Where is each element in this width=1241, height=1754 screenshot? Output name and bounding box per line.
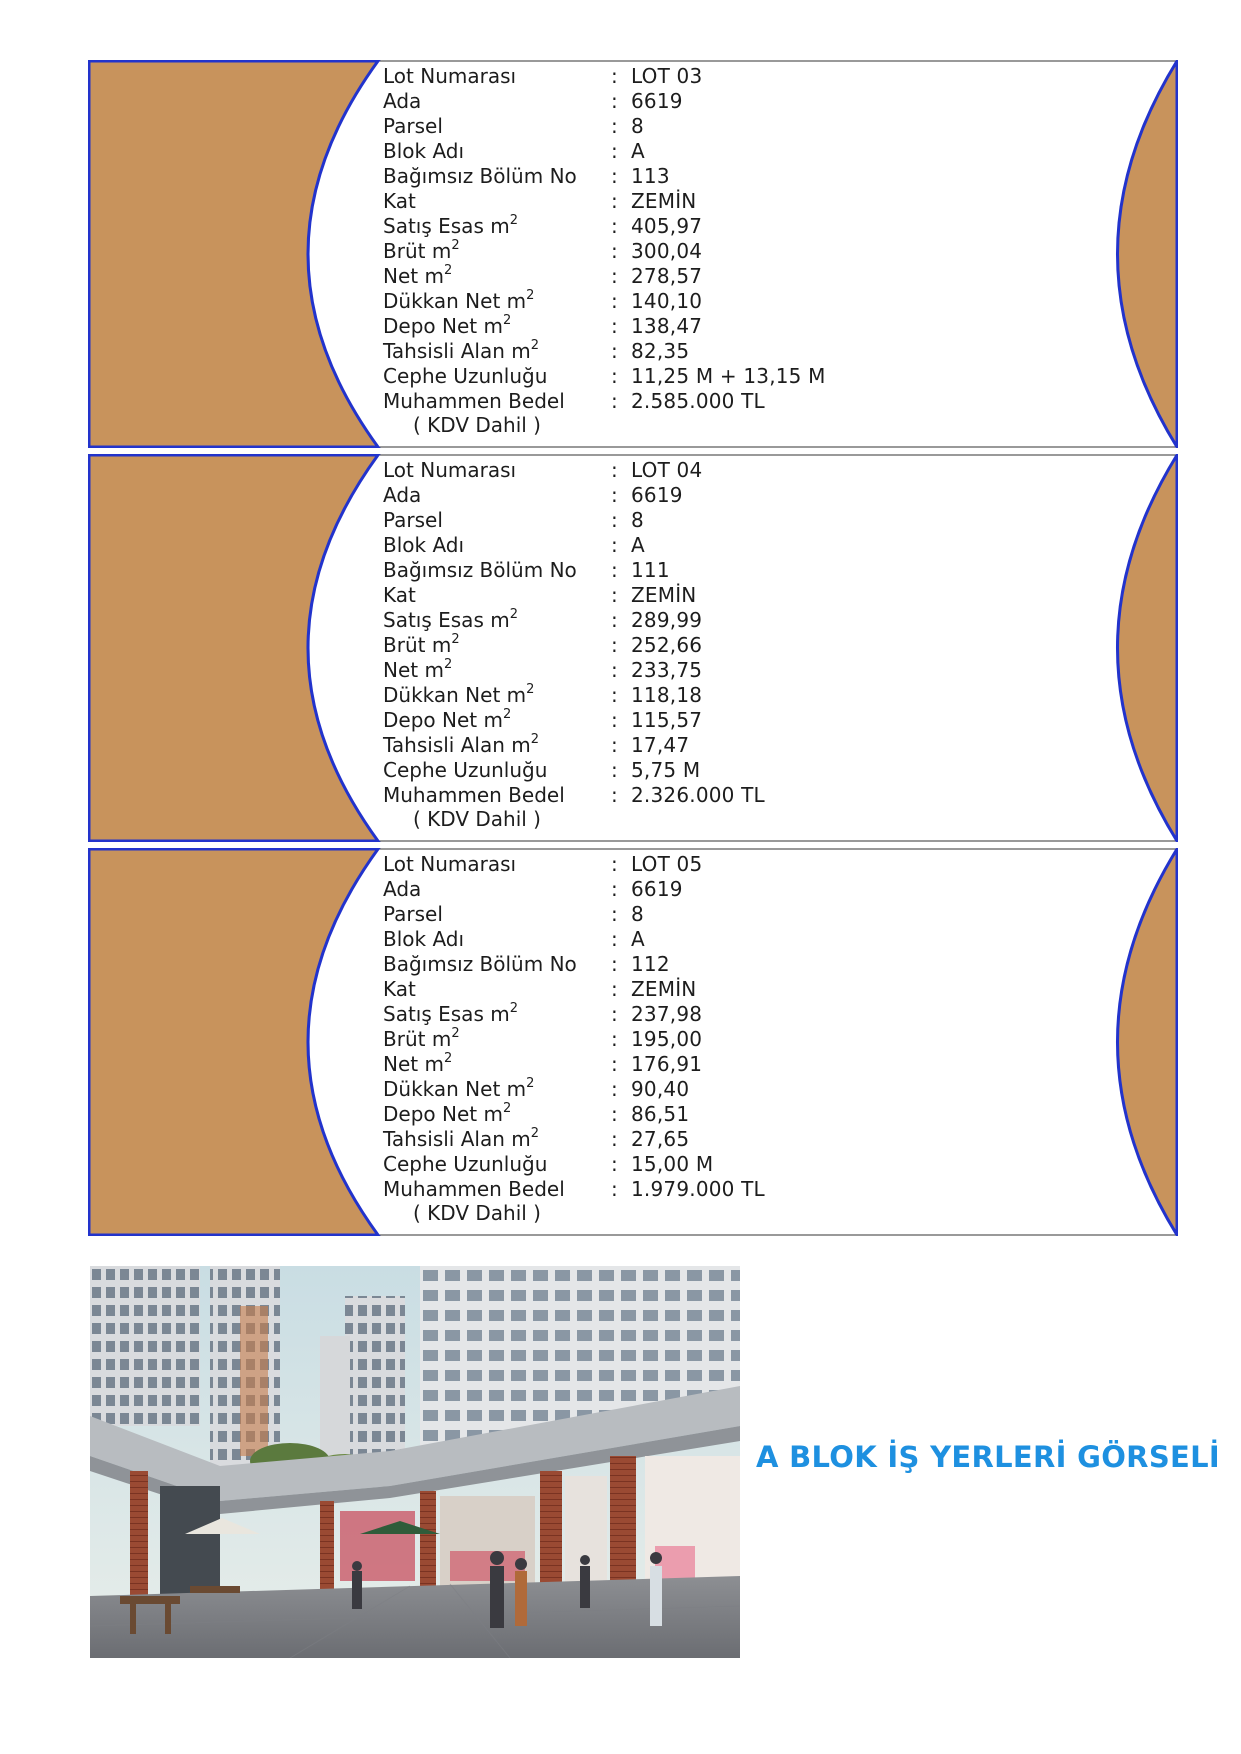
- row-label: Tahsisli Alan $m^2$: [383, 732, 539, 757]
- lot-row: Kat : ZEMİN: [383, 189, 697, 213]
- lot-row: Net $m^2$ : 176,91: [383, 1051, 703, 1076]
- row-value: 138,47: [631, 314, 703, 338]
- row-label: Depo Net $m^2$: [383, 1101, 512, 1126]
- lot-row: Kat : ZEMİN: [383, 977, 697, 1001]
- row-value: 405,97: [631, 214, 703, 238]
- image-caption: A BLOK İŞ YERLERİ GÖRSELİ: [756, 1440, 1220, 1474]
- row-value: 289,99: [631, 608, 703, 632]
- row-value: 1.979.000 TL: [631, 1177, 765, 1201]
- lot-row: Lot Numarası : LOT 05: [383, 852, 703, 876]
- row-value: 86,51: [631, 1102, 690, 1126]
- row-label: Lot Numarası: [383, 852, 517, 876]
- row-label: Depo Net $m^2$: [383, 313, 512, 338]
- row-value: 237,98: [631, 1002, 703, 1026]
- row-label: Depo Net $m^2$: [383, 707, 512, 732]
- lot-row: Bağımsız Bölüm No : 112: [383, 952, 670, 976]
- row-value: 11,25 M + 13,15 M: [631, 364, 826, 388]
- lot-row: Depo Net $m^2$ : 138,47: [383, 313, 703, 338]
- lot-row: Net $m^2$ : 233,75: [383, 657, 703, 682]
- row-value: ZEMİN: [631, 189, 697, 213]
- row-label: Muhammen Bedel: [383, 1177, 565, 1201]
- row-value: LOT 03: [631, 64, 703, 88]
- row-value: 111: [631, 558, 670, 582]
- lot-row: Cephe Uzunluğu : 11,25 M + 13,15 M: [383, 364, 826, 388]
- lot-row: Blok Adı : A: [383, 139, 645, 163]
- row-value: 112: [631, 952, 670, 976]
- row-value: 5,75 M: [631, 758, 701, 782]
- lot-row: Net $m^2$ : 278,57: [383, 263, 703, 288]
- row-value: 6619: [631, 483, 683, 507]
- row-value: LOT 04: [631, 458, 703, 482]
- row-label: Brüt $m^2$: [383, 632, 460, 657]
- row-label: Cephe Uzunluğu: [383, 1152, 548, 1176]
- row-value: 118,18: [631, 683, 703, 707]
- lot-details: [383, 852, 765, 1226]
- lot-card: [88, 848, 1178, 1236]
- row-label: Dükkan Net $m^2$: [383, 682, 535, 707]
- lot-row: Ada : 6619: [383, 483, 683, 507]
- lot-row: Dükkan Net $m^2$ : 90,40: [383, 1076, 690, 1101]
- lot-row: Ada : 6619: [383, 89, 683, 113]
- row-value: 6619: [631, 89, 683, 113]
- row-label: Brüt $m^2$: [383, 238, 460, 263]
- lot-row: Depo Net $m^2$ : 86,51: [383, 1101, 690, 1126]
- row-value: A: [631, 139, 645, 163]
- row-value: 15,00 M: [631, 1152, 714, 1176]
- lot-row: Tahsisli Alan $m^2$ : 27,65: [383, 1126, 690, 1151]
- lot-row: Blok Adı : A: [383, 927, 645, 951]
- lot-row: Brüt $m^2$ : 252,66: [383, 632, 703, 657]
- lot-row: Dükkan Net $m^2$ : 118,18: [383, 682, 703, 707]
- row-label: Satış Esas $m^2$: [383, 1001, 518, 1026]
- lot-row: Satış Esas $m^2$ : 289,99: [383, 607, 703, 632]
- lot-row: Parsel : 8: [383, 114, 644, 138]
- row-label: Kat: [383, 583, 416, 607]
- row-label: Dükkan Net $m^2$: [383, 1076, 535, 1101]
- lot-card: [88, 454, 1178, 842]
- lot-row: Parsel : 8: [383, 508, 644, 532]
- row-label: Lot Numarası: [383, 458, 517, 482]
- vat-note: ( KDV Dahil ): [413, 1201, 541, 1225]
- lot-row: Satış Esas $m^2$ : 237,98: [383, 1001, 703, 1026]
- row-label: Ada: [383, 877, 422, 901]
- row-label: Blok Adı: [383, 927, 465, 951]
- row-value: 90,40: [631, 1077, 690, 1101]
- row-label: Tahsisli Alan $m^2$: [383, 338, 539, 363]
- row-value: ZEMİN: [631, 977, 697, 1001]
- row-value: 8: [631, 114, 644, 138]
- lot-row: Depo Net $m^2$ : 115,57: [383, 707, 703, 732]
- building-rendering-image: [90, 1266, 740, 1658]
- lot-row: Tahsisli Alan $m^2$ : 17,47: [383, 732, 690, 757]
- row-value: 195,00: [631, 1027, 703, 1051]
- row-value: 113: [631, 164, 670, 188]
- lot-row: Brüt $m^2$ : 195,00: [383, 1026, 703, 1051]
- row-label: Satış Esas $m^2$: [383, 607, 518, 632]
- row-value: 6619: [631, 877, 683, 901]
- lot-row: Muhammen Bedel : 2.585.000 TL: [383, 389, 765, 413]
- lot-row: Lot Numarası : LOT 04: [383, 458, 703, 482]
- row-value: 252,66: [631, 633, 703, 657]
- row-label: Parsel: [383, 508, 443, 532]
- row-label: Net $m^2$: [383, 1051, 453, 1076]
- row-label: Net $m^2$: [383, 657, 453, 682]
- row-value: 233,75: [631, 658, 703, 682]
- row-label: Net $m^2$: [383, 263, 453, 288]
- lot-row: Cephe Uzunluğu : 15,00 M: [383, 1152, 714, 1176]
- row-label: Muhammen Bedel: [383, 389, 565, 413]
- row-label: Bağımsız Bölüm No: [383, 558, 577, 582]
- lot-row: Satış Esas $m^2$ : 405,97: [383, 213, 703, 238]
- row-label: Cephe Uzunluğu: [383, 364, 548, 388]
- lot-row: Bağımsız Bölüm No : 113: [383, 164, 670, 188]
- row-value: ZEMİN: [631, 583, 697, 607]
- lot-row: Parsel : 8: [383, 902, 644, 926]
- row-label: Cephe Uzunluğu: [383, 758, 548, 782]
- row-value: 2.585.000 TL: [631, 389, 765, 413]
- row-value: 176,91: [631, 1052, 703, 1076]
- lot-row: Kat : ZEMİN: [383, 583, 697, 607]
- row-label: Bağımsız Bölüm No: [383, 952, 577, 976]
- row-label: Lot Numarası: [383, 64, 517, 88]
- row-label: Blok Adı: [383, 139, 465, 163]
- row-label: Parsel: [383, 114, 443, 138]
- row-value: 27,65: [631, 1127, 690, 1151]
- lot-row: Blok Adı : A: [383, 533, 645, 557]
- lot-row: Muhammen Bedel : 2.326.000 TL: [383, 783, 765, 807]
- row-label: Kat: [383, 977, 416, 1001]
- lot-details: [383, 64, 826, 438]
- row-label: Dükkan Net $m^2$: [383, 288, 535, 313]
- lot-row: Lot Numarası : LOT 03: [383, 64, 703, 88]
- lot-row: Muhammen Bedel : 1.979.000 TL: [383, 1177, 765, 1201]
- row-label: Satış Esas $m^2$: [383, 213, 518, 238]
- lot-details: [383, 458, 765, 832]
- row-value: 8: [631, 902, 644, 926]
- row-value: 278,57: [631, 264, 703, 288]
- row-value: 140,10: [631, 289, 703, 313]
- row-label: Parsel: [383, 902, 443, 926]
- row-label: Ada: [383, 483, 422, 507]
- row-value: 115,57: [631, 708, 703, 732]
- row-value: 17,47: [631, 733, 690, 757]
- row-label: Kat: [383, 189, 416, 213]
- lot-row: Bağımsız Bölüm No : 111: [383, 558, 670, 582]
- row-value: A: [631, 927, 645, 951]
- row-value: A: [631, 533, 645, 557]
- lot-row: Tahsisli Alan $m^2$ : 82,35: [383, 338, 690, 363]
- row-value: 2.326.000 TL: [631, 783, 765, 807]
- row-value: 300,04: [631, 239, 703, 263]
- row-label: Brüt $m^2$: [383, 1026, 460, 1051]
- row-label: Ada: [383, 89, 422, 113]
- lot-row: Brüt $m^2$ : 300,04: [383, 238, 703, 263]
- lot-row: Dükkan Net $m^2$ : 140,10: [383, 288, 703, 313]
- lot-row: Cephe Uzunluğu : 5,75 M: [383, 758, 701, 782]
- vat-note: ( KDV Dahil ): [413, 413, 541, 437]
- lot-card: [88, 60, 1178, 448]
- row-label: Muhammen Bedel: [383, 783, 565, 807]
- row-value: 8: [631, 508, 644, 532]
- lot-row: Ada : 6619: [383, 877, 683, 901]
- row-label: Bağımsız Bölüm No: [383, 164, 577, 188]
- row-label: Blok Adı: [383, 533, 465, 557]
- row-label: Tahsisli Alan $m^2$: [383, 1126, 539, 1151]
- row-value: LOT 05: [631, 852, 703, 876]
- vat-note: ( KDV Dahil ): [413, 807, 541, 831]
- row-value: 82,35: [631, 339, 690, 363]
